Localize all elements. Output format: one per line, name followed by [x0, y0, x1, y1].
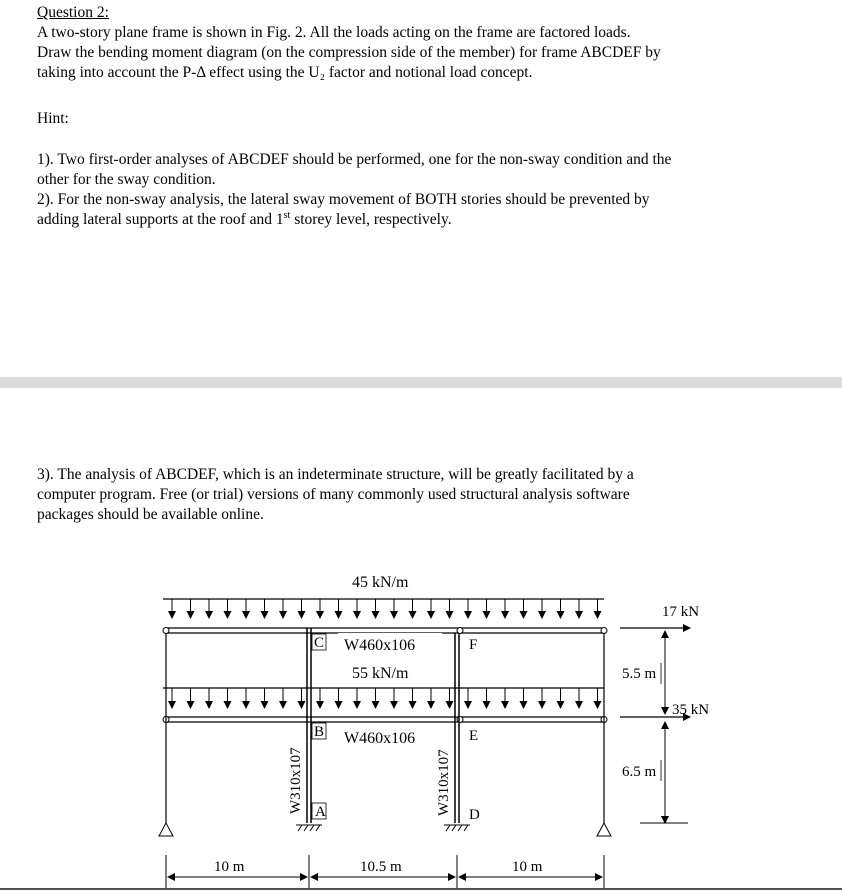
node-label-C: C	[314, 635, 325, 651]
frame-figure	[0, 560, 842, 890]
question-line: Draw the bending moment diagram (on the compression side of the member) for frame ABCDEF by	[37, 44, 661, 61]
span-left-label: 10 m	[214, 859, 245, 875]
pin-support-left	[159, 823, 173, 836]
column-left-label: W310x107	[288, 747, 304, 814]
hint-block-3	[37, 465, 827, 525]
height-upper-label: 5.5 m	[622, 666, 657, 682]
hint-line: packages should be available online.	[37, 506, 264, 523]
question-line: A two-story plane frame is shown in Fig. 2. All the loads acting on the frame are factored loads.	[37, 24, 631, 41]
height-lower-label: 6.5 m	[622, 764, 657, 780]
node-label-A: A	[315, 804, 326, 820]
node-label-E: E	[469, 728, 479, 744]
question-block	[37, 3, 827, 83]
hint-line: other for the sway condition.	[37, 171, 216, 188]
floor-load-label: 55 kN/m	[352, 665, 409, 682]
span-mid-label: 10.5 m	[360, 859, 402, 875]
roof-lateral-label: 17 kN	[662, 604, 700, 620]
floor-lateral-label: 35 kN	[672, 702, 710, 718]
pin-joint	[601, 628, 607, 634]
roof-load-label: 45 kN/m	[352, 574, 409, 591]
question-line: taking into account the P-Δ effect using the U₂ factor and notional load concept.	[37, 64, 533, 81]
hint-line: computer program. Free (or trial) versions of many commonly used structural analysis software	[37, 486, 630, 503]
floor-beam-label: W460x106	[344, 730, 416, 747]
hint-block	[37, 150, 827, 230]
span-right-label: 10 m	[512, 859, 543, 875]
pin-support-right	[597, 823, 611, 836]
node-label-B: B	[314, 724, 325, 740]
hint-line: adding lateral supports at the roof and 1st storey level, respectively.	[37, 209, 452, 228]
roof-load-arrows	[172, 599, 598, 618]
fixed-support-D	[444, 825, 470, 831]
roof-beam-label: W460x106	[344, 637, 416, 654]
bottom-rule	[0, 888, 842, 890]
hint-line: 2). For the non-sway analysis, the lateral sway movement of BOTH stories should be prevented by	[37, 191, 650, 208]
column-right-label: W310x107	[436, 749, 452, 816]
node-label-D: D	[469, 807, 480, 823]
page-divider	[0, 377, 842, 388]
floor-load-arrows	[172, 688, 598, 708]
hint-label: Hint:	[37, 110, 69, 127]
pin-joint	[163, 628, 169, 634]
question-title: Question 2:	[37, 4, 109, 21]
fixed-support-A	[296, 825, 322, 831]
pin-joint	[457, 717, 463, 723]
hint-line: 3). The analysis of ABCDEF, which is an indeterminate structure, will be greatly facilitated by a	[37, 466, 634, 483]
pin-joint	[457, 628, 463, 634]
node-label-F: F	[469, 637, 478, 653]
hint-line: 1). Two first-order analyses of ABCDEF should be performed, one for the non-sway condition and the	[37, 151, 672, 168]
